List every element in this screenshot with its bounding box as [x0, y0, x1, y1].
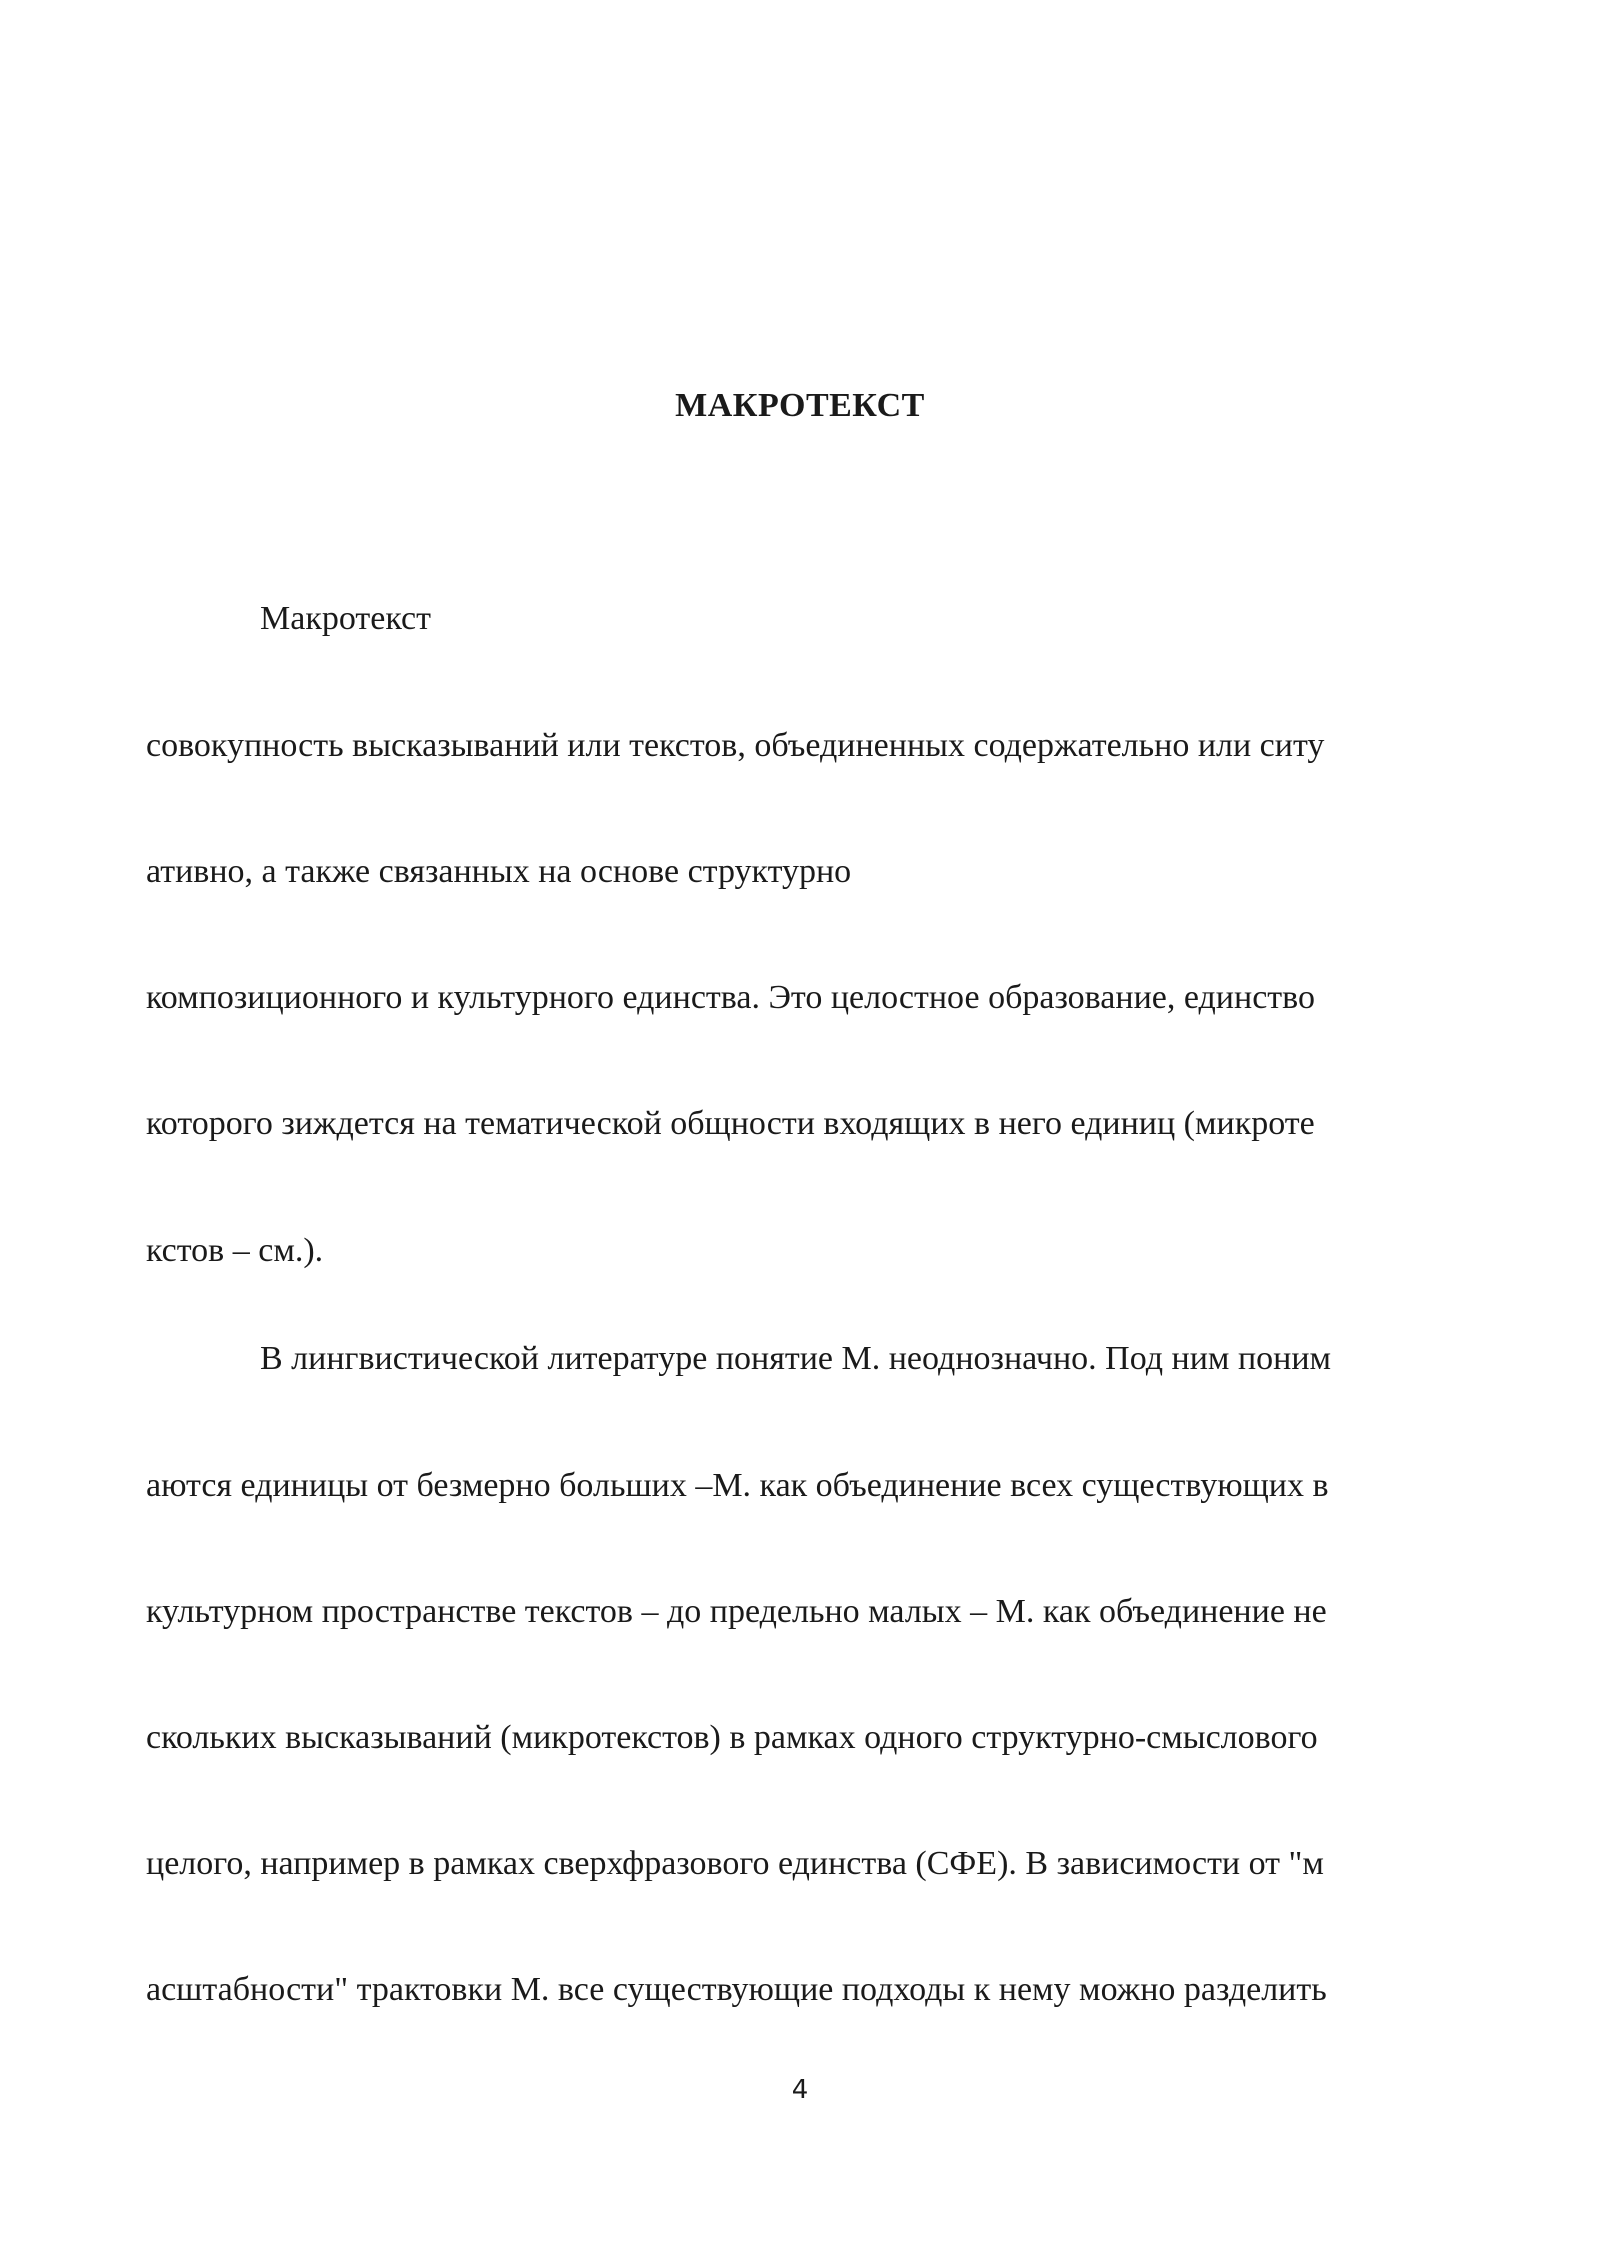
text-line: ативно, а также связанных на основе структурно: [146, 853, 852, 890]
text-line: Макротекст: [260, 600, 431, 637]
document-title: МАКРОТЕКСТ: [675, 387, 925, 424]
text-line: В лингвистической литературе понятие М. неоднозначно. Под ним поним: [260, 1340, 1332, 1377]
text-line: композиционного и культурного единства. Это целостное образование, единство: [146, 979, 1315, 1016]
text-line: совокупность высказываний или текстов, объединенных содержательно или ситу: [146, 727, 1325, 764]
text-line: которого зиждется на тематической общности входящих в него единиц (микроте: [146, 1105, 1315, 1142]
text-line: культурном пространстве текстов – до предельно малых – М. как объединение не: [146, 1593, 1327, 1630]
text-line: аются единицы от безмерно больших –М. как объединение всех существующих в: [146, 1467, 1329, 1504]
text-line: кстов – см.).: [146, 1232, 324, 1269]
text-line: целого, например в рамках сверхфразового единства (СФЕ). В зависимости от "м: [146, 1845, 1324, 1882]
page-number: 4: [791, 2075, 809, 2105]
text-line: асштабности" трактовки М. все существующие подходы к нему можно разделить: [146, 1971, 1327, 2008]
text-line: скольких высказываний (микротекстов) в рамках одного структурно-смыслового: [146, 1719, 1318, 1756]
